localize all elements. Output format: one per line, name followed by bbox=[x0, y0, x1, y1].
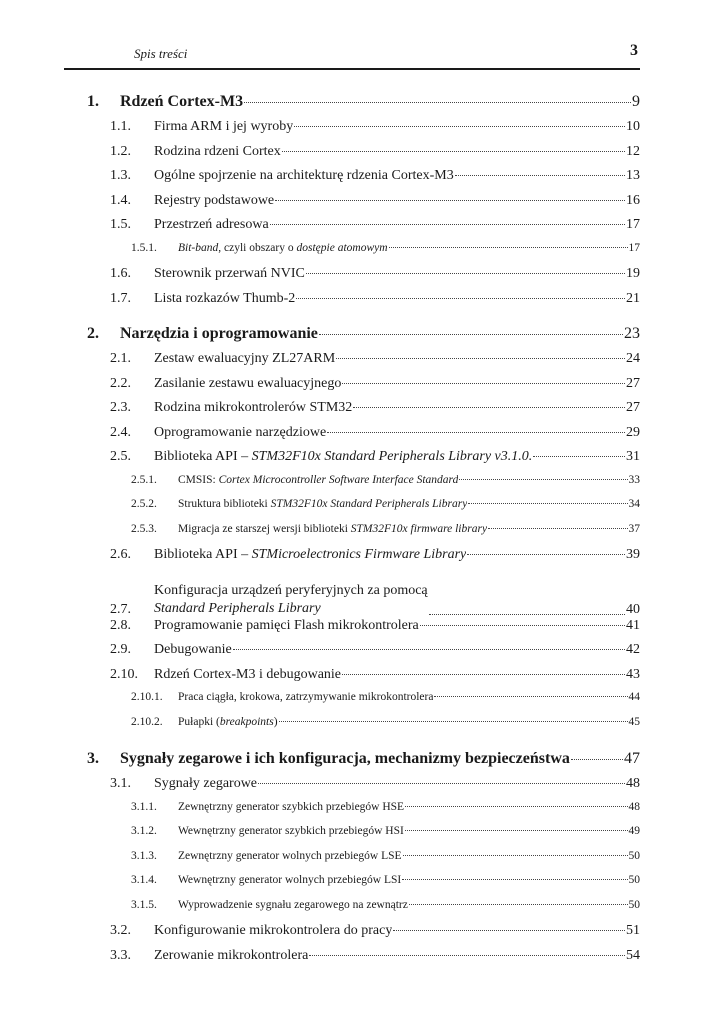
toc-entry-title: CMSIS: Cortex Microcontroller Software Interface Standard bbox=[178, 473, 459, 486]
toc-entry-page: 41 bbox=[626, 617, 640, 633]
toc-entry-number: 1.3. bbox=[110, 168, 131, 183]
toc-entry-title: Zerowanie mikrokontrolera bbox=[154, 947, 309, 963]
toc-dot-leader bbox=[420, 624, 625, 626]
running-title: Spis treści bbox=[134, 46, 188, 61]
toc-entry-page: 47 bbox=[624, 750, 640, 767]
toc-dot-leader bbox=[342, 382, 625, 384]
toc-entry-level-1[interactable] bbox=[80, 93, 640, 119]
toc-dot-leader bbox=[409, 903, 628, 905]
toc-entry-page: 42 bbox=[626, 642, 640, 657]
toc-entry-number: 3.3. bbox=[110, 947, 131, 963]
toc-entry-level-2[interactable] bbox=[80, 291, 640, 316]
toc-entry-number: 2.4. bbox=[110, 424, 131, 440]
toc-entry-level-2[interactable] bbox=[80, 449, 640, 474]
toc-dot-leader bbox=[233, 648, 625, 650]
toc-entry-level-2[interactable] bbox=[80, 948, 640, 973]
toc-entry-page: 10 bbox=[626, 119, 640, 134]
toc-entry-title: Przestrzeń adresowa bbox=[154, 217, 269, 232]
page-number: 3 bbox=[630, 42, 638, 59]
toc-dot-leader bbox=[467, 553, 625, 555]
toc-entry-title: Zestaw ewaluacyjny ZL27ARM bbox=[154, 351, 336, 366]
toc-entry-page: 27 bbox=[626, 400, 640, 415]
toc-entry-page: 37 bbox=[628, 522, 640, 535]
toc-entry-title: Bit-band, czyli obszary o dostępie atomowym bbox=[178, 241, 388, 254]
toc-dot-leader bbox=[455, 174, 625, 176]
toc-entry-level-2[interactable] bbox=[80, 351, 640, 376]
toc-dot-leader bbox=[429, 613, 625, 615]
toc-entry-level-3[interactable] bbox=[80, 523, 640, 548]
toc-entry-number: 3.1.2. bbox=[131, 825, 157, 837]
toc-entry-number: 3.1. bbox=[110, 776, 131, 791]
toc-entry-number: 1. bbox=[87, 93, 99, 110]
toc-entry-page: 40 bbox=[626, 601, 640, 617]
toc-dot-leader bbox=[319, 333, 623, 335]
toc-entry-level-3[interactable] bbox=[80, 498, 640, 523]
toc-dot-leader bbox=[342, 673, 625, 675]
toc-entry-number: 2.1. bbox=[110, 351, 131, 366]
toc-entry-level-2[interactable] bbox=[80, 547, 640, 572]
toc-entry-number: 1.5. bbox=[110, 217, 131, 232]
toc-entry-title: Struktura biblioteki STM32F10x Standard Peripherals Library bbox=[178, 498, 468, 510]
toc-dot-leader bbox=[533, 455, 625, 457]
toc-entry-title: Biblioteka API – STMicroelectronics Firmware Library bbox=[154, 547, 467, 562]
toc-entry-title: Migracja ze starszej wersji biblioteki STM32F10x firmware library bbox=[178, 522, 488, 535]
toc-dot-leader bbox=[336, 357, 625, 359]
toc-entry-page: 23 bbox=[624, 325, 640, 342]
toc-entry-page: 50 bbox=[628, 849, 640, 862]
toc-entry-page: 19 bbox=[626, 266, 640, 281]
toc-entry-level-2[interactable] bbox=[80, 425, 640, 450]
toc-entry-title: Narzędzia i oprogramowanie bbox=[120, 325, 318, 342]
toc-dot-leader bbox=[488, 527, 627, 529]
toc-entry-number: 3. bbox=[87, 750, 99, 767]
toc-entry-number: 3.1.5. bbox=[131, 898, 157, 911]
toc-entry-title: Pułapki (breakpoints) bbox=[178, 715, 278, 728]
toc-entry-title: Programowanie pamięci Flash mikrokontrolera bbox=[154, 617, 419, 633]
toc-entry-page: 29 bbox=[626, 424, 640, 440]
toc-entry-page: 50 bbox=[628, 874, 640, 886]
toc-entry-level-2[interactable] bbox=[80, 168, 640, 193]
toc-entry-level-3[interactable] bbox=[80, 825, 640, 850]
toc-dot-leader bbox=[403, 854, 628, 856]
toc-dot-leader bbox=[282, 150, 625, 152]
toc-entry-level-2[interactable] bbox=[80, 144, 640, 169]
toc-dot-leader bbox=[306, 272, 625, 274]
toc-entry-title: Firma ARM i jej wyroby bbox=[154, 119, 294, 134]
toc-entry-title: Zewnętrzny generator szybkich przebiegów HSE bbox=[178, 800, 405, 813]
toc-entry-number: 1.5.1. bbox=[131, 241, 157, 254]
toc-entry-number: 3.1.1. bbox=[131, 800, 157, 813]
toc-entry-title: Ogólne spojrzenie na architekturę rdzenia Cortex-M3 bbox=[154, 168, 454, 183]
toc-dot-leader bbox=[405, 805, 627, 807]
toc-entry-page: 31 bbox=[626, 449, 640, 464]
toc-entry-number: 3.1.4. bbox=[131, 874, 157, 886]
toc-entry-level-2[interactable] bbox=[80, 400, 640, 425]
toc-entry-page: 9 bbox=[632, 93, 640, 110]
toc-entry-title: Konfiguracja urządzeń peryferyjnych za pomocą Standard Peripherals Library bbox=[154, 582, 428, 616]
toc-entry-title: Wewnętrzny generator szybkich przebiegów HSI bbox=[178, 825, 404, 837]
toc-dot-leader bbox=[294, 125, 625, 127]
toc-entry-level-2[interactable] bbox=[80, 618, 640, 643]
toc-dot-leader bbox=[279, 720, 628, 722]
toc-entry-page: 39 bbox=[626, 547, 640, 562]
toc-entry-title: Oprogramowanie narzędziowe bbox=[154, 424, 327, 440]
toc-entry-page: 17 bbox=[626, 217, 640, 232]
toc-entry-number: 2.10. bbox=[110, 666, 138, 682]
running-header bbox=[64, 42, 640, 70]
toc-entry-page: 34 bbox=[628, 498, 640, 510]
toc-entry-number: 2.5.2. bbox=[131, 498, 157, 510]
toc-entry-level-2[interactable] bbox=[80, 266, 640, 291]
toc-entry-level-2[interactable] bbox=[80, 376, 640, 401]
toc-entry-level-2[interactable] bbox=[80, 193, 640, 218]
toc-entry-page: 44 bbox=[628, 691, 640, 703]
toc-entry-title: Lista rozkazów Thumb-2 bbox=[154, 290, 296, 306]
toc-dot-leader bbox=[434, 695, 627, 697]
toc-dot-leader bbox=[405, 829, 628, 831]
toc-entry-title: Sygnały zegarowe bbox=[154, 776, 258, 791]
toc-entry-title: Rejestry podstawowe bbox=[154, 192, 275, 208]
toc-entry-title: Debugowanie bbox=[154, 642, 232, 657]
toc-entry-level-3[interactable] bbox=[80, 691, 640, 716]
toc-dot-leader bbox=[468, 502, 627, 504]
toc-entry-number: 3.2. bbox=[110, 923, 131, 938]
toc-entry-number: 2.3. bbox=[110, 400, 131, 415]
toc-entry-page: 21 bbox=[626, 290, 640, 306]
toc-entry-page: 17 bbox=[628, 241, 640, 254]
toc-dot-leader bbox=[353, 406, 625, 408]
toc-dot-leader bbox=[571, 758, 623, 760]
toc-entry-level-3[interactable] bbox=[80, 850, 640, 875]
toc-entry-level-3[interactable] bbox=[80, 899, 640, 924]
toc-entry-level-2[interactable] bbox=[80, 217, 640, 242]
toc-entry-page: 27 bbox=[626, 375, 640, 391]
toc-entry-page: 45 bbox=[628, 715, 640, 728]
toc-entry-title: Rodzina rdzeni Cortex bbox=[154, 143, 281, 159]
toc-entry-number: 2.6. bbox=[110, 547, 131, 562]
toc-entry-level-1[interactable] bbox=[80, 750, 640, 776]
toc-entry-number: 2. bbox=[87, 325, 99, 342]
toc-entry-title: Sygnały zegarowe i ich konfiguracja, mechanizmy bezpieczeństwa bbox=[120, 750, 570, 767]
toc-dot-leader bbox=[389, 246, 628, 248]
toc-entry-level-3[interactable] bbox=[80, 801, 640, 826]
toc-entry-level-2[interactable] bbox=[80, 642, 640, 667]
toc-entry-number: 1.2. bbox=[110, 143, 131, 159]
toc-dot-leader bbox=[275, 199, 625, 201]
toc-entry-page: 54 bbox=[626, 947, 640, 963]
toc-entry-level-2[interactable] bbox=[80, 923, 640, 948]
toc-entry-number: 2.9. bbox=[110, 642, 131, 657]
toc-entry-page: 50 bbox=[628, 898, 640, 911]
toc-entry-number: 1.7. bbox=[110, 290, 131, 306]
toc-entry-number: 3.1.3. bbox=[131, 849, 157, 862]
toc-entry-title: Zasilanie zestawu ewaluacyjnego bbox=[154, 375, 342, 391]
toc-dot-leader bbox=[402, 878, 627, 880]
toc-dot-leader bbox=[309, 954, 625, 956]
toc-dot-leader bbox=[244, 101, 631, 103]
toc-entry-number: 1.1. bbox=[110, 119, 131, 134]
toc-entry-number: 1.6. bbox=[110, 266, 131, 281]
toc-entry-title: Rodzina mikrokontrolerów STM32 bbox=[154, 400, 353, 415]
toc-dot-leader bbox=[327, 431, 625, 433]
toc-entry-level-2[interactable] bbox=[80, 667, 640, 692]
toc-entry-title: Biblioteka API – STM32F10x Standard Peripherals Library v3.1.0. bbox=[154, 449, 533, 464]
toc-entry-title: Konfigurowanie mikrokontrolera do pracy bbox=[154, 923, 393, 938]
table-of-contents bbox=[80, 87, 640, 972]
toc-entry-number: 2.10.1. bbox=[131, 691, 163, 703]
toc-entry-title: Praca ciągła, krokowa, zatrzymywanie mikrokontrolera bbox=[178, 691, 434, 703]
toc-dot-leader bbox=[459, 478, 627, 480]
toc-entry-level-1[interactable] bbox=[80, 325, 640, 351]
toc-entry-page: 33 bbox=[628, 473, 640, 486]
toc-entry-title: Wyprowadzenie sygnału zegarowego na zewnątrz bbox=[178, 898, 408, 911]
toc-dot-leader bbox=[270, 223, 625, 225]
toc-entry-level-2[interactable] bbox=[80, 776, 640, 801]
toc-entry-number: 2.5. bbox=[110, 449, 131, 464]
toc-entry-number: 2.2. bbox=[110, 375, 131, 391]
toc-entry-page: 12 bbox=[626, 143, 640, 159]
toc-entry-level-3[interactable] bbox=[80, 474, 640, 499]
toc-entry-title: Rdzeń Cortex-M3 bbox=[120, 93, 244, 110]
toc-entry-page: 24 bbox=[626, 351, 640, 366]
toc-entry-page: 48 bbox=[626, 776, 640, 791]
toc-entry-level-3[interactable] bbox=[80, 242, 640, 267]
toc-dot-leader bbox=[258, 782, 625, 784]
toc-entry-page: 16 bbox=[626, 192, 640, 208]
toc-entry-level-3[interactable] bbox=[80, 874, 640, 899]
toc-entry-title: Sterownik przerwań NVIC bbox=[154, 266, 305, 281]
toc-entry-page: 13 bbox=[626, 168, 640, 183]
toc-entry-level-2[interactable] bbox=[80, 119, 640, 144]
toc-entry-number: 2.8. bbox=[110, 617, 131, 633]
toc-entry-level-3[interactable] bbox=[80, 716, 640, 741]
toc-entry-page: 49 bbox=[628, 825, 640, 837]
toc-entry-page: 48 bbox=[628, 800, 640, 813]
toc-dot-leader bbox=[393, 929, 625, 931]
toc-entry-page: 51 bbox=[626, 923, 640, 938]
toc-entry-level-2[interactable] bbox=[80, 572, 640, 618]
toc-entry-number: 2.5.3. bbox=[131, 522, 157, 535]
toc-entry-number: 2.7. bbox=[110, 601, 131, 617]
toc-entry-title: Zewnętrzny generator wolnych przebiegów LSE bbox=[178, 849, 402, 862]
toc-entry-page: 43 bbox=[626, 666, 640, 682]
toc-entry-number: 2.10.2. bbox=[131, 715, 163, 728]
toc-entry-number: 1.4. bbox=[110, 192, 131, 208]
toc-entry-title: Wewnętrzny generator wolnych przebiegów LSI bbox=[178, 874, 402, 886]
toc-entry-number: 2.5.1. bbox=[131, 473, 157, 486]
toc-entry-title: Rdzeń Cortex-M3 i debugowanie bbox=[154, 666, 342, 682]
toc-dot-leader bbox=[296, 297, 625, 299]
